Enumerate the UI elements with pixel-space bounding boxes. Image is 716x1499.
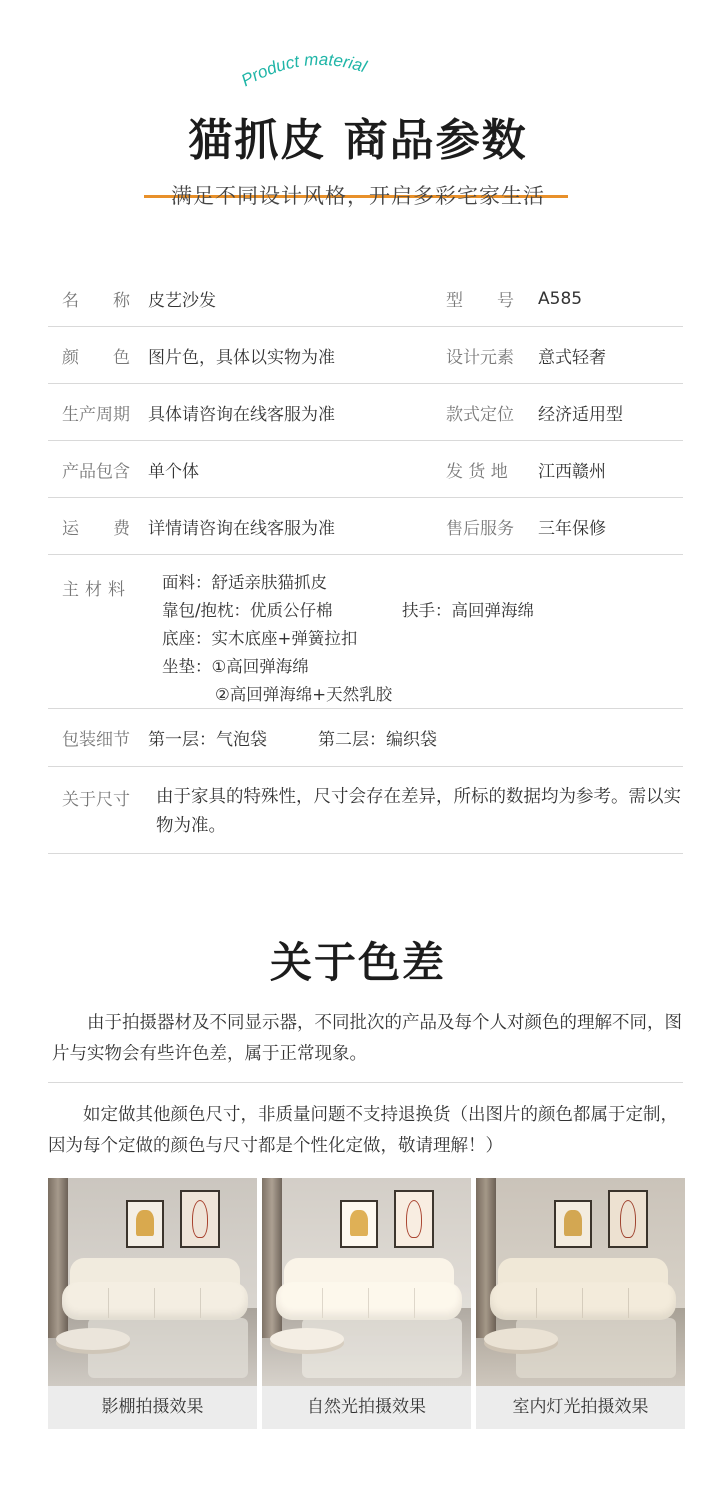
param-label: 售后服务: [446, 518, 514, 539]
sofa-photo-natural-light: [262, 1178, 471, 1386]
params-table: [48, 271, 683, 854]
param-value: 江西赣州: [538, 461, 606, 482]
param-value: 具体请咨询在线客服为准: [148, 404, 335, 425]
photo-caption: 自然光拍摄效果: [262, 1386, 471, 1429]
sofa-photo-indoor-light: [476, 1178, 685, 1386]
param-label: 颜 色: [62, 347, 130, 368]
divider: [48, 1082, 683, 1083]
packaging-layer1: 第一层：气泡袋: [148, 730, 267, 750]
param-label: 款式定位: [446, 404, 514, 425]
sofa-photo-studio: [48, 1178, 257, 1386]
param-label: 型 号: [446, 291, 514, 311]
param-value: 图片色，具体以实物为准: [148, 347, 335, 368]
table-row: [48, 441, 683, 498]
material-cushion: 靠包/抱枕：优质公仔棉: [162, 601, 333, 620]
table-row: [48, 384, 683, 441]
param-label: 产品包含: [62, 461, 130, 482]
packaging-row: [48, 709, 683, 767]
material-base: 底座：实木底座+弹簧拉扣: [162, 629, 358, 648]
page-subtitle: 满足不同设计风格，开启多彩宅家生活: [171, 184, 545, 208]
param-label: 运 费: [62, 518, 130, 539]
material-row: [48, 555, 683, 709]
custom-order-paragraph: 如定做其他颜色尺寸，非质量问题不支持退换货（出图片的颜色都属于定制，因为每个定做的颜色与尺寸都是个性化定做，敬请理解！）: [48, 1105, 678, 1156]
param-label: 生产周期: [62, 404, 130, 425]
photo-caption: 室内灯光拍摄效果: [476, 1386, 685, 1429]
param-value: 意式轻奢: [538, 347, 606, 368]
arc-text: Product material: [238, 50, 369, 91]
param-value: 皮艺沙发: [148, 291, 216, 311]
material-seat-option: ②高回弹海绵+天然乳胶: [215, 685, 393, 704]
size-label: 关于尺寸: [62, 790, 130, 810]
param-value: 详情请咨询在线客服为准: [148, 518, 335, 539]
page-title: 猫抓皮 商品参数: [188, 115, 528, 166]
packaging-label: 包装细节: [62, 730, 130, 750]
material-label: 主材料: [62, 580, 131, 600]
table-row: [48, 271, 683, 327]
product-material-arc-text: [230, 50, 410, 100]
material-fabric: 面料：舒适亲肤猫抓皮: [162, 573, 327, 592]
material-seat: 坐垫：①高回弹海绵: [162, 657, 309, 676]
packaging-layer2: 第二层：编织袋: [318, 730, 437, 750]
param-value: 三年保修: [538, 518, 606, 539]
color-diff-title: 关于色差: [269, 938, 446, 987]
material-armrest: 扶手：高回弹海绵: [402, 601, 534, 620]
color-diff-paragraph: 由于拍摄器材及不同显示器，不同批次的产品及每个人对颜色的理解不同，图片与实物会有些许色差，属于正常现象。: [52, 1013, 682, 1064]
size-row: [48, 767, 683, 854]
param-label: 发 货 地: [446, 461, 508, 482]
table-row: [48, 327, 683, 384]
param-value: 经济适用型: [538, 404, 623, 425]
param-label: 设计元素: [446, 347, 514, 368]
param-label: 名 称: [62, 291, 130, 311]
photo-caption: 影棚拍摄效果: [48, 1386, 257, 1429]
size-text: 由于家具的特殊性，尺寸会存在差异，所标的数据均为参考。需以实物为准。: [156, 787, 681, 836]
param-value: A585: [538, 288, 583, 309]
param-value: 单个体: [148, 461, 199, 482]
table-row: [48, 498, 683, 555]
svg-text:Product material: [238, 50, 370, 90]
